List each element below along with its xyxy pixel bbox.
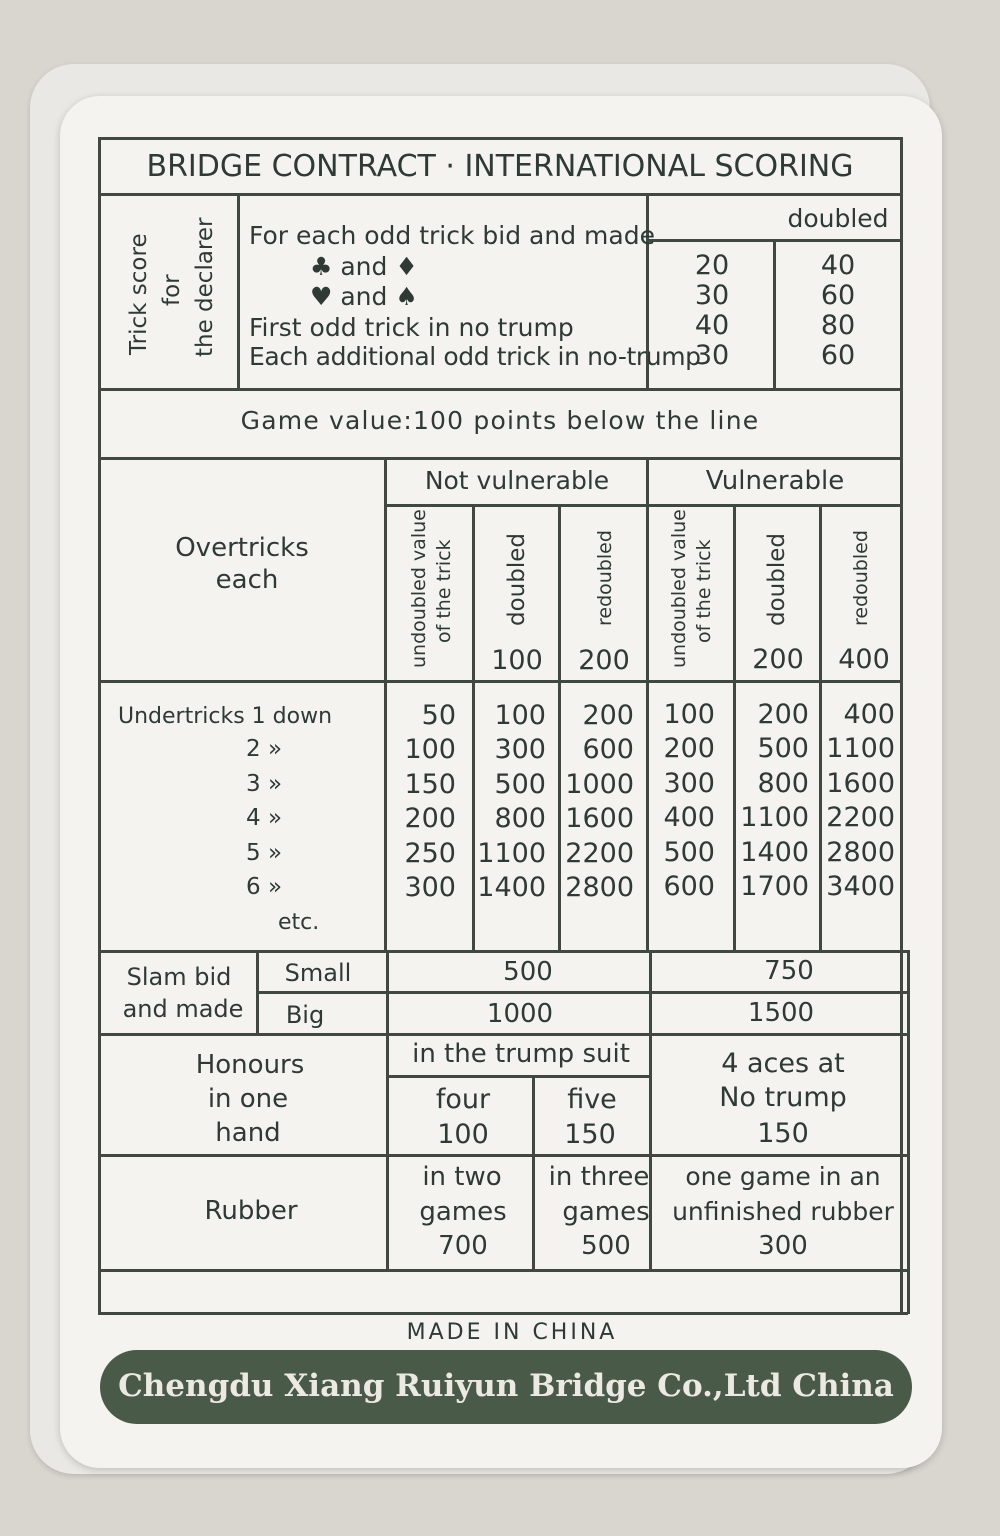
four-aces-label: 4 aces at xyxy=(721,1048,845,1079)
vulnerable-header: Vulnerable xyxy=(705,466,845,496)
table-cell: 100 xyxy=(404,734,456,766)
undertrick-label-etc: etc. xyxy=(278,910,320,935)
table-cell: 300 xyxy=(494,734,546,766)
trick-undoubled-value: 30 xyxy=(694,340,730,371)
table-cell: 2800 xyxy=(826,836,895,868)
trick-undoubled-value: 30 xyxy=(694,280,730,311)
trump-suit-header: in the trump suit xyxy=(412,1039,630,1069)
undertrick-label-2-down: 2 » xyxy=(246,736,283,762)
small-slam-nv: 500 xyxy=(503,957,553,987)
nv-redoubled-column xyxy=(560,699,634,905)
manufacturer-name: Chengdu Xiang Ruiyun Bridge Co.,Ltd China xyxy=(118,1368,894,1404)
rubber-two-games-line-2: games xyxy=(419,1197,507,1227)
v-undoubled-column xyxy=(649,698,715,904)
rubber-three-games-line-2: games xyxy=(562,1197,650,1227)
made-in-label: MADE IN CHINA xyxy=(406,1320,618,1345)
nv-overtrick-doubled: 100 xyxy=(491,645,543,676)
trick-undoubled-value: 20 xyxy=(694,250,730,281)
not-vulnerable-header: Not vulnerable xyxy=(424,466,610,495)
nv-doubled-header: doubled xyxy=(504,533,530,626)
trick-line-first-no-trump: First odd trick in no trump xyxy=(249,313,574,342)
v-redoubled-header: redoubled xyxy=(850,530,872,626)
honours-four-value: 100 xyxy=(437,1119,489,1150)
four-aces-value: 150 xyxy=(757,1118,809,1149)
big-slam-label: Big xyxy=(285,1001,325,1029)
rubber-three-games-value: 500 xyxy=(581,1231,631,1261)
rubber-three-games-line-1: in three xyxy=(548,1162,650,1192)
v-doubled-header: doubled xyxy=(764,533,790,626)
honours-label-line-3: hand xyxy=(215,1118,281,1148)
trick-line-additional-no-trump: Each additional odd trick in no-trump xyxy=(249,342,701,371)
table-cell: 1400 xyxy=(740,836,809,868)
game-value-note: Game value:100 points below the line xyxy=(240,406,760,435)
honours-label-line-1: Honours xyxy=(195,1050,305,1080)
nv-redoubled-header: redoubled xyxy=(594,530,616,626)
rubber-unfinished-value: 300 xyxy=(758,1231,808,1261)
trick-line-odd-trick: For each odd trick bid and made xyxy=(249,221,655,250)
rubber-two-games-line-1: in two xyxy=(422,1162,502,1192)
undertrick-label-4-down: 4 » xyxy=(246,805,283,831)
honours-four-label: four xyxy=(435,1084,491,1115)
nv-undoubled-header-line-2: of the trick xyxy=(433,539,455,643)
trick-doubled-value: 60 xyxy=(820,340,856,371)
undertrick-label-1-down: Undertricks 1 down xyxy=(118,704,333,729)
v-undoubled-header-line-2: of the trick xyxy=(693,539,715,643)
rubber-two-games-value: 700 xyxy=(438,1231,488,1261)
trick-score-label-line-1: Trick score xyxy=(126,233,152,355)
slam-label: Slam bid xyxy=(126,963,232,991)
nv-overtrick-redoubled: 200 xyxy=(578,645,630,676)
undertrick-label-3-down: 3 » xyxy=(246,771,283,797)
trick-undoubled-value: 40 xyxy=(694,310,730,341)
table-cell: 100 xyxy=(494,700,546,731)
table-cell: 500 xyxy=(757,733,809,765)
trick-line-major-suits: ♥ and ♠ xyxy=(310,282,418,311)
honours-label-line-2: in one xyxy=(207,1084,289,1114)
trick-line-minor-suits: ♣ and ♦ xyxy=(310,252,418,281)
table-cell: 150 xyxy=(404,768,456,800)
rubber-label: Rubber xyxy=(204,1196,298,1226)
nv-undoubled-header-line-1: undoubled value xyxy=(408,509,430,668)
honours-five-value: 150 xyxy=(564,1119,616,1150)
no-trump-label: No trump xyxy=(719,1082,847,1113)
table-cell: 250 xyxy=(404,837,456,869)
small-slam-v: 750 xyxy=(764,956,814,986)
v-overtrick-redoubled: 400 xyxy=(838,644,890,675)
table-cell: 500 xyxy=(663,836,715,868)
v-doubled-column xyxy=(735,698,809,904)
card-title: BRIDGE CONTRACT · INTERNATIONAL SCORING xyxy=(146,149,854,184)
undertrick-label-6-down: 6 » xyxy=(246,874,283,900)
table-cell: 300 xyxy=(663,767,715,799)
table-cell: 1600 xyxy=(565,803,634,835)
table-cell: 1700 xyxy=(740,871,809,903)
table-cell: 1100 xyxy=(826,733,895,765)
manufacturer-banner xyxy=(100,1350,912,1424)
table-cell: 600 xyxy=(582,734,634,766)
table-cell: 200 xyxy=(757,699,809,730)
slam-label-2: and made xyxy=(122,995,244,1023)
rubber-unfinished-line-1: one game in an xyxy=(685,1162,881,1191)
v-undoubled-header-line-1: undoubled value xyxy=(668,509,690,668)
table-cell: 200 xyxy=(404,803,456,835)
table-cell: 3400 xyxy=(826,871,895,903)
table-cell: 1100 xyxy=(740,802,809,834)
trick-score-label-line-2: for xyxy=(159,274,185,306)
table-cell: 800 xyxy=(757,767,809,799)
table-cell: 2800 xyxy=(565,872,634,904)
v-redoubled-column xyxy=(821,698,895,904)
honours-five-label: five xyxy=(567,1084,617,1115)
trick-score-label-line-3: the declarer xyxy=(192,217,218,357)
table-cell: 400 xyxy=(843,699,895,730)
overtricks-label: Overtricks xyxy=(175,533,309,563)
table-cell: 1400 xyxy=(477,872,546,904)
overtricks-each-label: each xyxy=(215,565,279,595)
table-cell: 300 xyxy=(404,872,456,904)
table-cell: 1000 xyxy=(565,768,634,800)
nv-undoubled-column xyxy=(388,699,456,905)
table-cell: 800 xyxy=(494,803,546,835)
rubber-unfinished-line-2: unfinished rubber xyxy=(672,1197,894,1226)
v-overtrick-doubled: 200 xyxy=(752,644,804,675)
big-slam-nv: 1000 xyxy=(486,999,554,1029)
table-cell: 50 xyxy=(421,700,456,731)
table-cell: 600 xyxy=(663,871,715,903)
trick-doubled-value: 80 xyxy=(820,310,856,341)
table-cell: 2200 xyxy=(826,802,895,834)
big-slam-v: 1500 xyxy=(747,998,815,1028)
nv-doubled-column xyxy=(474,699,546,905)
table-cell: 1600 xyxy=(826,767,895,799)
table-cell: 1100 xyxy=(477,837,546,869)
table-cell: 500 xyxy=(494,768,546,800)
trick-doubled-value: 40 xyxy=(820,250,856,281)
doubled-header: doubled xyxy=(787,204,889,233)
table-cell: 200 xyxy=(663,733,715,765)
trick-doubled-value: 60 xyxy=(820,280,856,311)
table-cell: 100 xyxy=(663,699,715,730)
undertrick-label-5-down: 5 » xyxy=(246,840,283,866)
table-cell: 400 xyxy=(663,802,715,834)
table-cell: 2200 xyxy=(565,837,634,869)
small-slam-label: Small xyxy=(284,959,352,987)
table-cell: 200 xyxy=(582,700,634,731)
